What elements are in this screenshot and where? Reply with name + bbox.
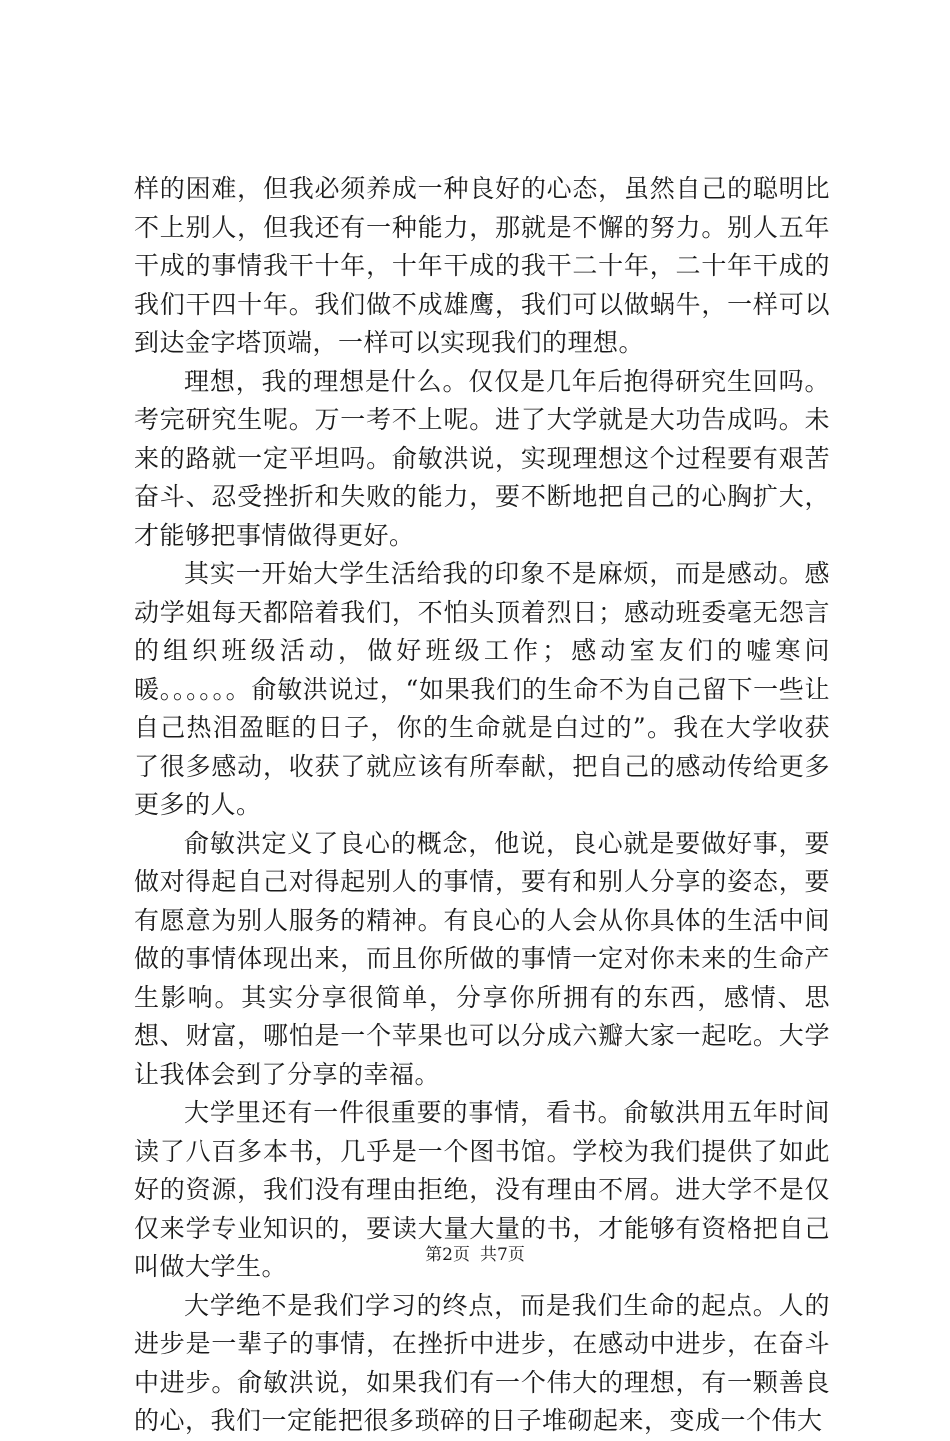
page-number-total: 共7页 <box>480 1245 525 1265</box>
paragraph-conscience: 俞敏洪定义了良心的概念，他说，良心就是要做好事，要做对得起自己对得起别人的事情，要有和别人分享的姿态，要有愿意为别人服务的精神。有良心的人会从你具体的生活中间做的事情体现出来，而且你所做的事情一定对你未来的生命产生影响。其实分享很简单，分享你所拥有的东西，感情、思想、财富，哪怕是一个苹果也可以分成六瓣大家一起吃。大学让我体会到了分享的幸福。 <box>134 828 830 1089</box>
page-number-current: 第2页 <box>425 1245 470 1265</box>
paragraph-starting-point: 大学绝不是我们学习的终点，而是我们生命的起点。人的进步是一辈子的事情，在挫折中进步，在感动中进步，在奋斗中进步。俞敏洪说，如果我们有一个伟大的理想，有一颗善良的心，我们一定能把很多琐碎的日子堆砌起来，变成一个伟大 <box>134 1290 830 1435</box>
paragraph-continuation: 样的困难，但我必须养成一种良好的心态，虽然自己的聪明比不上别人，但我还有一种能力，那就是不懈的努力。别人五年干成的事情我干十年，十年干成的我干二十年，二十年干成的我们干四十年。我们做不成雄鹰，我们可以做蜗牛，一样可以到达金字塔顶端，一样可以实现我们的理想。 <box>134 174 830 357</box>
paragraph-touched: 其实一开始大学生活给我的印象不是麻烦，而是感动。感动学姐每天都陪着我们，不怕头顶着烈日；感动班委毫无怨言的组织班级活动，做好班级工作；感动室友们的嘘寒问暖。。。。。。俞敏洪说过，“如果我们的生命不为自己留下一些让自己热泪盈眶的日子，你的生命就是白过的”。我在大学收获了很多感动，收获了就应该有所奉献，把自己的感动传给更多更多的人。 <box>134 559 830 819</box>
paragraph-ideal: 理想，我的理想是什么。仅仅是几年后抱得研究生回吗。考完研究生呢。万一考不上呢。进了大学就是大功告成吗。未来的路就一定平坦吗。俞敏洪说，实现理想这个过程要有艰苦奋斗、忍受挫折和失败的能力，要不断地把自己的心胸扩大，才能够把事情做得更好。 <box>134 366 830 550</box>
paragraph-reading: 大学里还有一件很重要的事情，看书。俞敏洪用五年时间读了八百多本书，几乎是一个图书馆。学校为我们提供了如此好的资源，我们没有理由拒绝，没有理由不屑。进大学不是仅仅来学专业知识的，要读大量大量的书，才能够有资格把自己叫做大学生。 <box>134 1098 830 1281</box>
page-footer <box>0 1244 950 1266</box>
